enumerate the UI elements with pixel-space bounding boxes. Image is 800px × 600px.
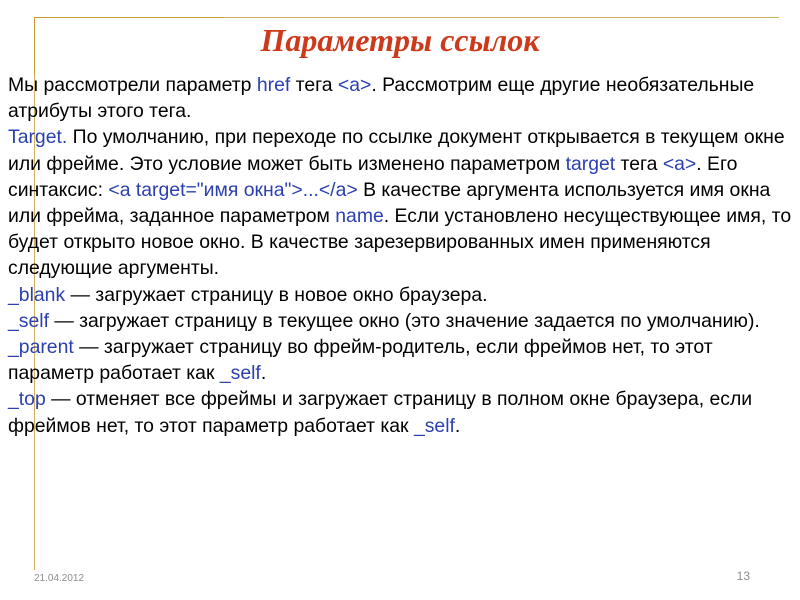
arg-name: _blank <box>8 283 66 306</box>
arg-blank <box>8 282 792 308</box>
intro-text-1: Мы рассмотрели параметр <box>8 74 257 96</box>
arg-name: _top <box>8 388 46 411</box>
arg-top <box>8 386 792 438</box>
arg-ref: _self <box>219 362 261 385</box>
slide-title: Параметры ссылок <box>260 22 540 58</box>
a-tag-code: <a> <box>662 152 697 175</box>
intro-text-3: . Рассмотрим еще другие необязательные атрибуты этого тега. <box>8 74 755 123</box>
arg-desc: — отменяет все фреймы и загружает страницу в полном окне браузера, если фреймов нет, то этот параметр работает как <box>8 388 753 437</box>
arg-ref: _self <box>413 414 455 437</box>
arg-end: . <box>260 362 267 385</box>
name-attr: name <box>335 205 384 228</box>
slide-content <box>8 72 792 439</box>
target-syntax-code: <a target="имя окна">...</a> <box>108 178 358 201</box>
arg-desc: — загружает страницу во фрейм-родитель, если фреймов нет, то этот параметр работает как <box>8 336 713 385</box>
intro-text-2: тега <box>290 74 338 96</box>
target-text-1: По умолчанию, при переходе по ссылке документ открывается в текущем окне или фрейме. Это условие может быть изменено параметром <box>8 126 785 175</box>
arg-name: _parent <box>8 336 74 359</box>
target-text-3: . Его синтаксис: <box>8 152 738 201</box>
arg-self <box>8 308 792 334</box>
intro-paragraph <box>8 72 792 124</box>
target-text-5: . Если установлено несуществующее имя, то будет открыто новое окно. В качестве зарезервированных имен применяются следующие аргументы. <box>8 205 792 280</box>
arg-name: _self <box>8 309 49 332</box>
a-tag-code: <a> <box>337 74 372 96</box>
target-text-2: тега <box>615 152 663 175</box>
arg-parent <box>8 334 792 386</box>
arg-end: . <box>454 414 461 437</box>
href-attr: href <box>256 74 291 96</box>
decor-line-top-accent <box>34 17 224 18</box>
arg-desc: — загружает страницу в текущее окно (это значение задается по умолчанию). <box>48 309 760 332</box>
target-heading: Target. <box>8 126 68 149</box>
target-paragraph <box>8 124 792 281</box>
arg-desc: — загружает страницу в новое окно браузера. <box>65 283 488 306</box>
target-attr: target <box>565 152 616 175</box>
target-text-4: В качестве аргумента используется имя окна или фрейма, заданное параметром <box>8 178 771 228</box>
footer-date: 21.04.2012 <box>34 573 85 584</box>
page-number: 13 <box>736 569 750 583</box>
